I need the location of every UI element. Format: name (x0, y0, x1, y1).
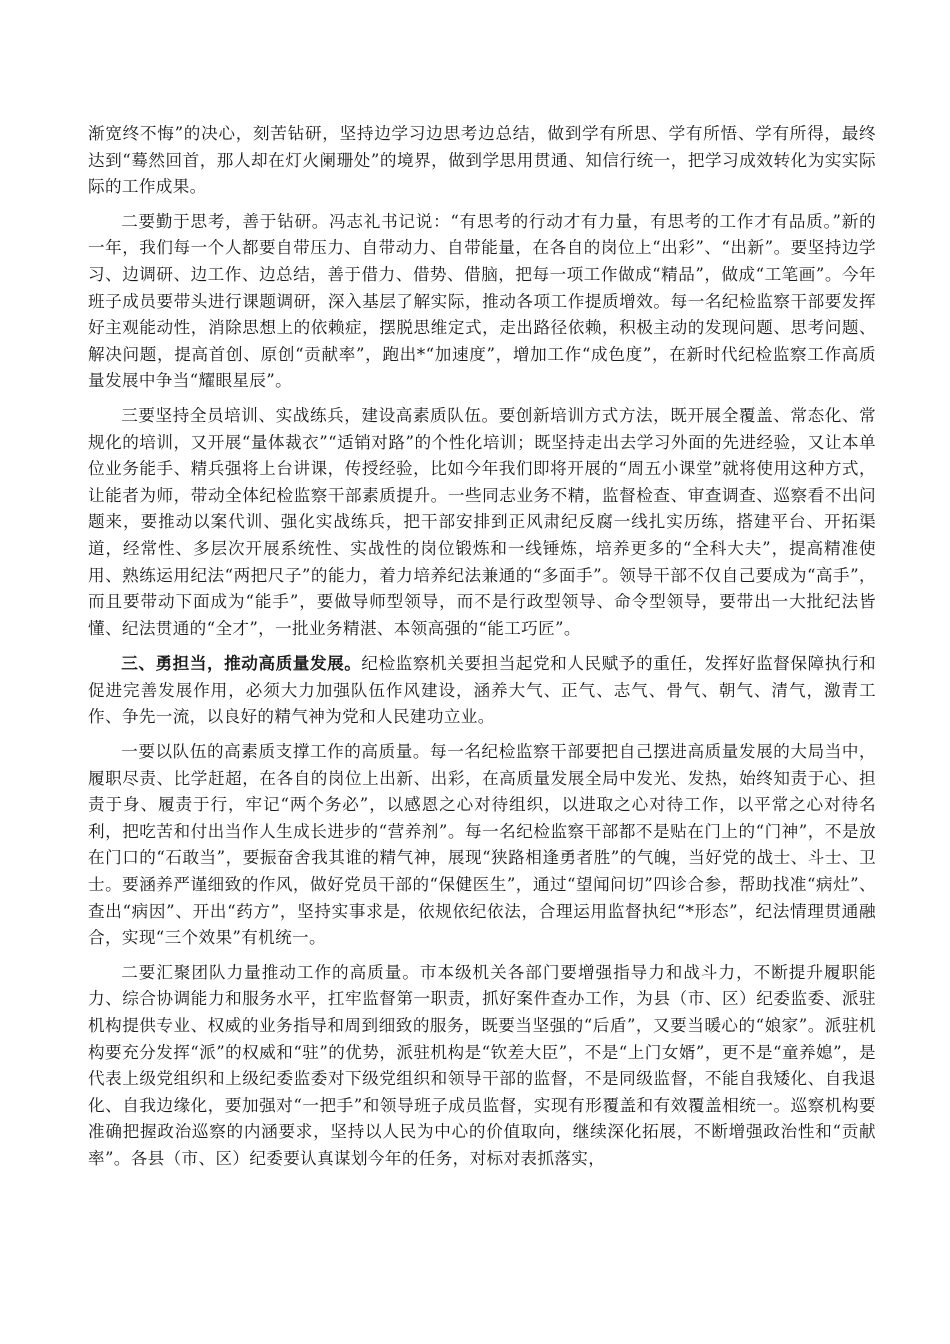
document-page (88, 121, 876, 1181)
paragraph-text: 二要勤于思考，善于钻研。冯志礼书记说：“有思考的行动才有力量，有思考的工作才有品质。”新的一年，我们每一个人都要自带压力、自带动力、自带能量，在各自的岗位上“出彩”、“出新”。要坚持边学习、边调研、边工作、边总结，善于借力、借势、借脑，把每一项工作做成“精品”，做成“工笔画”。今年班子成员要带头进行课题调研，深入基层了解实际，推动各项工作提质增效。每一名纪检监察干部要发挥好主观能动性，消除思想上的依赖症，摆脱思维定式，走出路径依赖，积极主动的发现问题、思考问题、解决问题，提高首创、原创“贡献率”，跑出*“加速度”，增加工作“成色度”，在新时代纪检监察工作高质量发展中争当“耀眼星辰”。 (88, 211, 876, 391)
paragraph-section-three (88, 650, 876, 731)
paragraph-text: 纪检监察机关要担当起党和人民赋予的重任，发挥好监督保障执行和促进完善发展作用，必须大力加强队伍作风建设，涵养大气、正气、志气、骨气、朝气、清气，激青工作、争先一流，以良好的精气神为党和人民建功立业。 (88, 654, 876, 727)
paragraph-team-strength (88, 960, 876, 1173)
paragraph-text: 渐宽终不悔”的决心，刻苦钻研，坚持边学习边思考边总结，做到学有所思、学有所悟、学有所得，最终达到“蓦然回首，那人却在灯火阑珊处”的境界，做到学思用贯通、知信行统一，把学习成效转化为实实际际的工作成果。 (88, 124, 876, 197)
paragraph-continuation (88, 121, 876, 201)
section-heading: 三、勇担当，推动高质量发展。 (121, 653, 362, 674)
paragraph-text: 一要以队伍的高素质支撑工作的高质量。每一名纪检监察干部要把自己摆进高质量发展的大局当中，履职尽责、比学赶超，在各自的岗位上出新、出彩，在高质量发展全局中发光、发热，始终知责于心、担责于身、履责于行，牢记“两个务必”，以感恩之心对待组织，以进取之心对待工作，以平常之心对待名利，把吃苦和付出当作人生成长进步的“营养剂”。每一名纪检监察干部都不是贴在门上的“门神”，不是放在门口的“石敢当”，要振奋舍我其谁的精气神，展现“狭路相逢勇者胜”的气魄，当好党的战士、斗士、卫士。要涵养严谨细致的作风，做好党员干部的“保健医生”，通过“望闻问切”四诊合参，帮助找准“病灶”、查出“病因”、开出“药方”，坚持实事求是，依规依纪依法，合理运用监督执纪“*形态”，纪法情理贯通融合，实现“三个效果”有机统一。 (88, 742, 876, 948)
paragraph-team-quality (88, 739, 876, 952)
paragraph-text: 二要汇聚团队力量推动工作的高质量。市本级机关各部门要增强指导力和战斗力，不断提升履职能力、综合协调能力和服务水平，扛牢监督第一职责，抓好案件查办工作，为县（市、区）纪委监委、派驻机构提供专业、权威的业务指导和周到细致的服务，既要当坚强的“后盾”，又要当暖心的“娘家”。派驻机构要充分发挥“派”的权威和“驻”的优势，派驻机构是“钦差大臣”，不是“上门女婿”，更不是“童养媳”，是代表上级党组织和上级纪委监委对下级党组织和领导干部的监督，不是同级监督，不能自我矮化、自我退化、自我边缘化，要加强对“一把手”和领导班子成员监督，实现有形覆盖和有效覆盖相统一。巡察机构要准确把握政治巡察的内涵要求，坚持以人民为中心的价值取向，继续深化拓展，不断增强政治性和“贡献率”。各县（市、区）纪委要认真谋划今年的任务，对标对表抓落实， (88, 962, 876, 1168)
paragraph-think-and-research (88, 209, 876, 395)
paragraph-training (88, 403, 876, 642)
paragraph-text: 三要坚持全员培训、实战练兵，建设高素质队伍。要创新培训方式方法，既开展全覆盖、常态化、常规化的培训，又开展“量体裁衣”“适销对路”的个性化培训；既坚持走出去学习外面的先进经验，又让本单位业务能手、精兵强将上台讲课，传授经验，比如今年我们即将开展的“周五小课堂”就将使用这种方式，让能者为师，带动全体纪检监察干部素质提升。一些同志业务不精，监督检查、审查调查、巡察看不出问题来，要推动以案代训、强化实战练兵，把干部安排到正风肃纪反腐一线扎实历练，搭建平台、开拓渠道，经常性、多层次开展系统性、实战性的岗位锻炼和一线锤炼，培养更多的“全科大夫”，提高精准使用、熟练运用纪法“两把尺子”的能力，着力培养纪法兼通的“多面手”。领导干部不仅自己要成为“高手”，而且要带动下面成为“能手”，要做导师型领导，而不是行政型领导、命令型领导，要带出一大批纪法皆懂、纪法贯通的“全才”，一批业务精湛、本领高强的“能工巧匠”。 (88, 405, 876, 638)
